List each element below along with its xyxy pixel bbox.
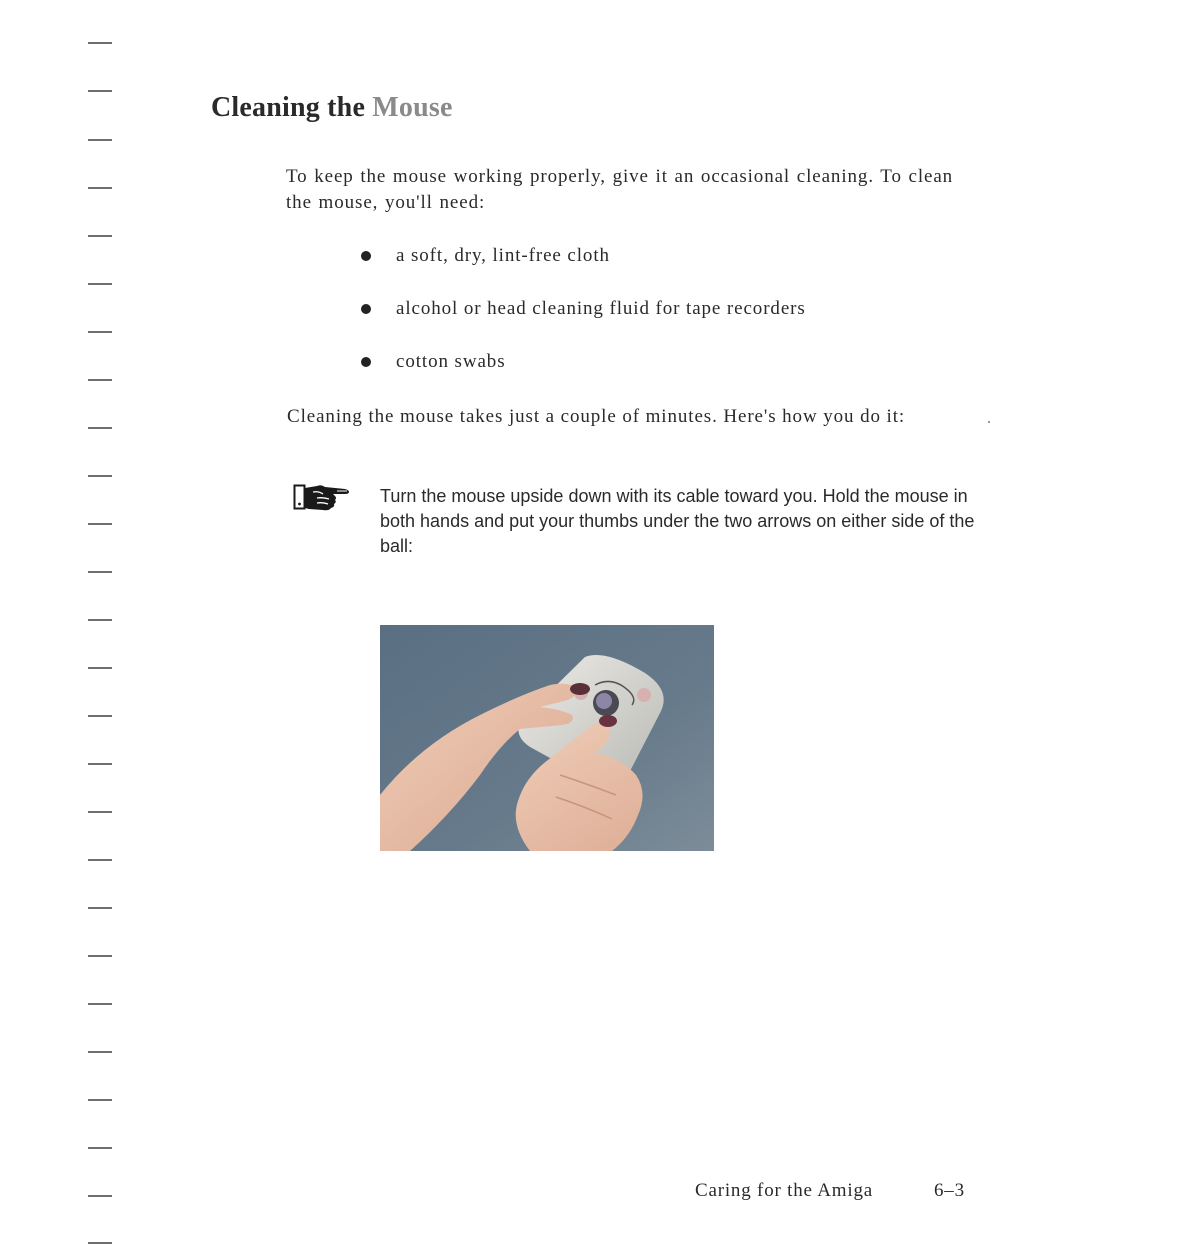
supply-list — [356, 243, 806, 402]
binding-mark — [88, 427, 112, 429]
supply-item-label: alcohol or head cleaning fluid for tape recorders — [396, 298, 806, 319]
binding-mark — [88, 331, 112, 333]
binding-mark — [88, 1147, 112, 1149]
binding-mark — [88, 715, 112, 717]
binding-mark — [88, 1051, 112, 1053]
binding-mark — [88, 1099, 112, 1101]
binding-mark — [88, 859, 112, 861]
scan-speck — [988, 421, 990, 423]
binding-mark — [88, 763, 112, 765]
page-title — [211, 92, 453, 124]
binding-mark — [88, 187, 112, 189]
footer-page-number: 6–3 — [934, 1180, 965, 1201]
list-item — [356, 349, 806, 375]
binding-mark — [88, 90, 112, 92]
mouse-cleaning-photo — [380, 625, 714, 851]
binding-mark — [88, 667, 112, 669]
summary-paragraph: Cleaning the mouse takes just a couple of minutes. Here's how you do it: — [287, 406, 906, 427]
binding-mark — [88, 475, 112, 477]
binding-mark — [88, 1003, 112, 1005]
intro-paragraph: To keep the mouse working properly, give it an occasional cleaning. To clean the mouse, you'll need: — [286, 166, 954, 213]
binding-mark — [88, 235, 112, 237]
binding-mark — [88, 955, 112, 957]
bullet-icon — [361, 251, 371, 261]
binding-mark — [88, 1195, 112, 1197]
list-item — [356, 296, 806, 322]
binding-mark — [88, 523, 112, 525]
binding-mark — [88, 139, 112, 141]
binding-mark — [88, 1242, 112, 1244]
supply-item-label: cotton swabs — [396, 351, 506, 372]
bullet-icon — [361, 357, 371, 367]
binding-mark — [88, 42, 112, 44]
page-title-main: Cleaning the — [211, 92, 373, 123]
pointing-hand-icon — [293, 482, 355, 512]
binding-mark — [88, 571, 112, 573]
binding-margin-marks — [88, 42, 114, 1252]
binding-mark — [88, 283, 112, 285]
list-item — [356, 243, 806, 269]
footer-chapter-title: Caring for the Amiga — [695, 1180, 873, 1201]
binding-mark — [88, 619, 112, 621]
binding-mark — [88, 379, 112, 381]
bullet-icon — [361, 304, 371, 314]
page-title-faded: Mouse — [372, 92, 453, 123]
binding-mark — [88, 907, 112, 909]
step-instruction: Turn the mouse upside down with its cable toward you. Hold the mouse in both hands and put your thumbs under the two arrows on either side of the ball: — [380, 486, 975, 556]
supply-item-label: a soft, dry, lint-free cloth — [396, 245, 610, 266]
binding-mark — [88, 811, 112, 813]
